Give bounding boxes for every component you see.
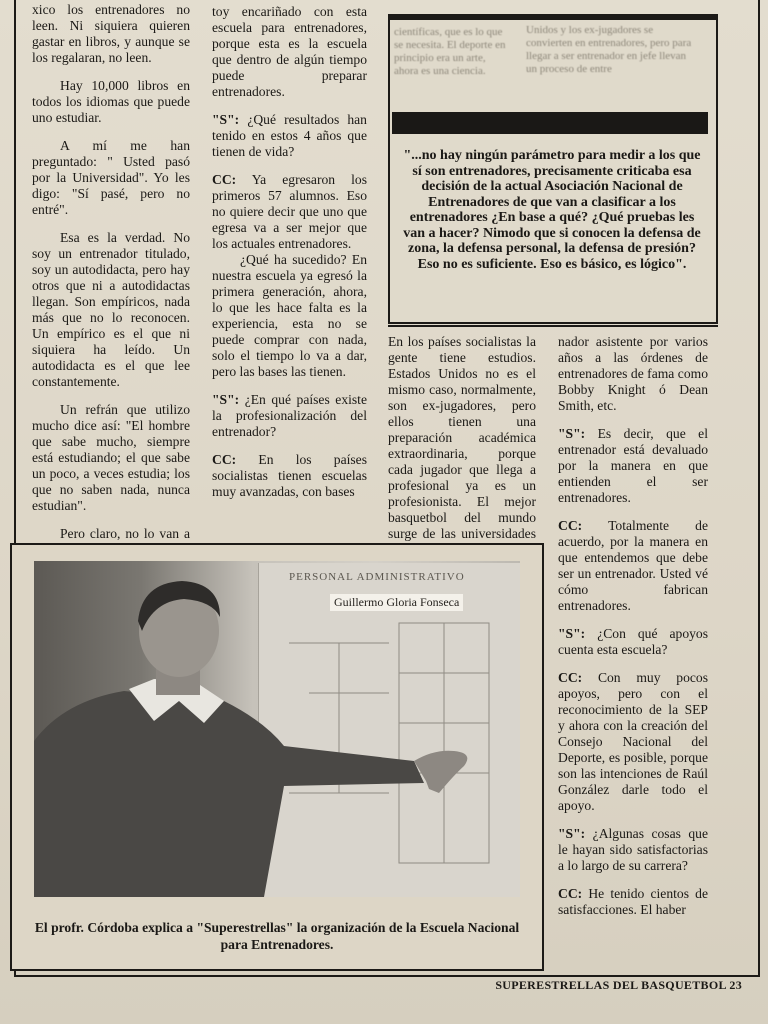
board-header: PERSONAL ADMINISTRATIVO (289, 571, 465, 583)
speaker-label: CC: (558, 886, 583, 901)
name-label: Guillermo Gloria Fonseca (330, 594, 463, 611)
paragraph: ¿Qué ha sucedido? En nuestra escuela ya egresó la primera generación, ahora, lo que les hace falta es la experiencia, esta no se puede comprar con nada, solo el tiempo lo va a dar, pero las bases las tienen. (212, 252, 367, 379)
paragraph: Un refrán que utilizo mucho dice así: "El hombre que sabe mucho, siempre está estudiando; el que sabe un poco, a veces estudia; los que no saben nada, nunca estudian". (32, 402, 190, 513)
article-column-1 (32, 2, 190, 586)
speaker-label: "S": (558, 826, 586, 841)
question-text: ¿Con qué apoyos cuenta esta escuela? (558, 626, 708, 657)
answer-text: En los países socialistas tienen escuelas muy avanzadas, con bases (212, 452, 367, 499)
paragraph: nador asistente por varios años a las órdenes de entrenadores de fama como Bobby Knight ó Dean Smith, etc. (558, 334, 708, 413)
divider-rule (388, 325, 718, 327)
speaker-label: "S": (212, 112, 240, 127)
interview-question (558, 826, 708, 874)
article-photo (34, 561, 520, 897)
paragraph: A mí me han preguntado: " Usted pasó por la Universidad". Yo les digo: "Sí pasé, pero no entré". (32, 138, 190, 217)
paragraph: Pero claro, no lo van a (60, 526, 190, 541)
article-column-2 (212, 4, 367, 512)
paragraph: En los países socialistas la gente tiene estudios. Estados Unidos no es el mismo caso, normalmente, son ex-jugadores, pero ellos tienen una preparación académica extraordinaria, porque cada jugador que llega a profesional ya es un profesionista. El mejor basquetbol del mundo surge de las universidades (388, 334, 536, 541)
paragraph: Esa es la verdad. No soy un entrenador titulado, soy un autodidacta, pero hay otros que ni a autodidactas llegan. Son empíricos, nada más que no lo reconocen. Un empírico es el que ni siquiera ha leído. Un autodidacta es el que lee constantemente. (32, 230, 190, 389)
answer-text: He tenido cientos de satisfacciones. El haber (558, 886, 708, 917)
question-text: Es decir, que el entrenador está devaluado por la manera en que entienden el ser entrenadores. (558, 426, 708, 505)
photo-box (10, 543, 544, 971)
interview-answer (558, 518, 708, 614)
answer-text: Totalmente de acuerdo, por la manera en que entendemos que debe ser un entrenador. Usted vé cómo fabrican entrenadores. (558, 518, 709, 613)
speaker-label: CC: (558, 670, 583, 685)
paragraph: toy encariñado con esta escuela para entrenadores, porque esta es la escuela que dentro de algún tiempo puede preparar entrenadores. (212, 4, 367, 99)
photo-caption: El profr. Córdoba explica a "Superestrellas" la organización de la Escuela Nacional para Entrenadores. (34, 920, 520, 952)
speaker-label: "S": (558, 426, 586, 441)
paragraph: Hay 10,000 libros en todos los idiomas que puede uno estudiar. (32, 78, 190, 125)
answer-text: Ya egresaron los primeros 57 alumnos. Eso no quiere decir que uno que egresa va a ser mejor que los actuales entrenadores. (212, 172, 367, 251)
speaker-label: "S": (212, 392, 240, 407)
interview-answer (212, 172, 367, 252)
interview-question (212, 112, 367, 160)
pull-quote-box (388, 14, 718, 324)
article-column-3 (388, 334, 536, 570)
interview-answer (212, 452, 367, 500)
speaker-label: CC: (212, 452, 237, 467)
answer-text: Con muy pocos apoyos, pero con el reconocimiento de la SEP y ahora con la creación del Consejo Nacional del Deporte, es posible, porque son las intenciones de Raúl González darle todo el apoyo. (558, 670, 708, 813)
article-column-4 (558, 334, 708, 930)
interview-question (212, 392, 367, 440)
question-text: ¿En qué países existe la profesionalización del entrenador? (212, 392, 367, 439)
interview-question (558, 626, 708, 658)
paragraph: xico los entrenadores no leen. Ni siquiera quieren gastar en libros, y aunque se los regalaran, no leen. (32, 2, 190, 65)
interview-answer (558, 886, 708, 918)
interview-question (558, 426, 708, 506)
person-figure (34, 561, 520, 897)
faint-text-right: Unidos y los ex-jugadores se convierten en entrenadores, pero para llegar a ser entrenador en jefe llevan un proceso de entre (526, 24, 692, 75)
pull-quote: "...no hay ningún parámetro para medir a los que sí son entrenadores, precisamente criticaba esa decisión de la actual Asociación Nacional de Entrenadores de que van a clasificar a los entrenadores ¿En base a qué? ¿Qué pruebas les van a hacer? Nimodo que si conocen la defensa de zona, la defensa personal, la defensa de presión? Eso no es suficiente. Eso es básico, es lógico". (403, 148, 701, 272)
speaker-label: CC: (212, 172, 237, 187)
question-text: ¿Qué resultados han tenido en estos 4 años que tienen de vida? (212, 112, 367, 159)
faint-text-left: científicas, que es lo que se necesita. El deporte en principio era un arte, ahora es una ciencia. (394, 26, 506, 77)
page-footer: SUPERESTRELLAS DEL BASQUETBOL 23 (495, 978, 742, 992)
speaker-label: CC: (558, 518, 583, 533)
interview-answer (558, 670, 708, 814)
speaker-label: "S": (558, 626, 586, 641)
question-text: ¿Algunas cosas que le hayan sido satisfactorias a lo largo de su carrera? (558, 826, 708, 873)
black-rule-bar (392, 112, 708, 134)
